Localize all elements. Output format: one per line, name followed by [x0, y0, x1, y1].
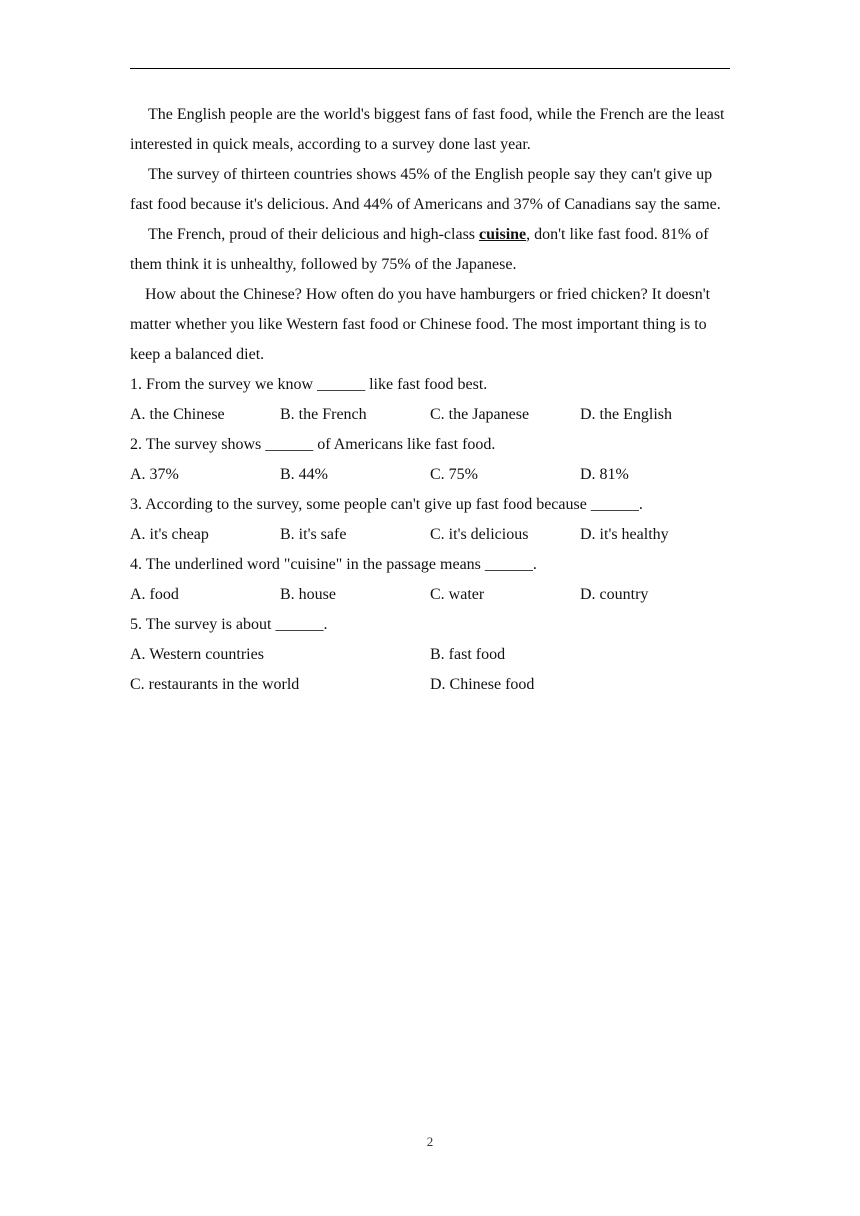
underlined-word-cuisine: cuisine: [479, 226, 527, 243]
question-4-option-d: D. country: [580, 586, 649, 603]
document-body: [130, 100, 730, 700]
question-2-option-a: A. 37%: [130, 466, 179, 483]
header-rule: [130, 68, 730, 69]
question-2-option-b: B. 44%: [280, 466, 328, 483]
question-5-options-row-1: [130, 640, 730, 670]
question-2-option-c: C. 75%: [430, 466, 478, 483]
question-2-stem: 2. The survey shows ______ of Americans like fast food.: [130, 436, 496, 453]
question-5-option-b: B. fast food: [430, 646, 506, 663]
question-4-option-c: C. water: [430, 586, 485, 603]
question-4-option-a: A. food: [130, 586, 179, 603]
question-1-option-a: A. the Chinese: [130, 406, 225, 423]
question-3-option-b: B. it's safe: [280, 526, 347, 543]
question-4-options: [130, 580, 730, 610]
passage-paragraph-2: The survey of thirteen countries shows 45% of the English people say they can't give up fast food because it's delicious. And 44% of Americans and 37% of Canadians say the same.: [130, 166, 721, 213]
question-1-options: [130, 400, 730, 430]
question-2-option-d: D. 81%: [580, 466, 629, 483]
passage-paragraph-3-start: The French, proud of their delicious and high-class: [148, 226, 480, 243]
question-3-options: [130, 520, 730, 550]
passage-paragraph-3-end: , don't like fast food. 81% of them think it is unhealthy, followed by 75% of the Japanese.: [130, 226, 709, 273]
question-4-stem: 4. The underlined word "cuisine" in the passage means ______.: [130, 556, 537, 573]
question-1-option-c: C. the Japanese: [430, 406, 530, 423]
question-3-stem: 3. According to the survey, some people can't give up fast food because ______.: [130, 496, 643, 513]
question-1-option-b: B. the French: [280, 406, 367, 423]
question-3-option-d: D. it's healthy: [580, 526, 669, 543]
question-1-option-d: D. the English: [580, 406, 672, 423]
passage-paragraph-3: [130, 220, 730, 280]
question-3-option-a: A. it's cheap: [130, 526, 209, 543]
question-5-option-d: D. Chinese food: [430, 676, 535, 693]
passage-paragraph-1: The English people are the world's biggest fans of fast food, while the French are the least interested in quick meals, according to a survey done last year.: [130, 106, 725, 153]
question-3-option-c: C. it's delicious: [430, 526, 529, 543]
question-5-option-c: C. restaurants in the world: [130, 676, 300, 693]
page-number: 2: [426, 1134, 434, 1149]
question-2-options: [130, 460, 730, 490]
passage-paragraph-4: How about the Chinese? How often do you have hamburgers or fried chicken? It doesn't matter whether you like Western fast food or Chinese food. The most important thing is to keep a balanced diet.: [130, 286, 711, 363]
question-4-option-b: B. house: [280, 586, 336, 603]
question-5-stem: 5. The survey is about ______.: [130, 616, 328, 633]
question-5-option-a: A. Western countries: [130, 646, 264, 663]
question-1-stem: 1. From the survey we know ______ like fast food best.: [130, 376, 488, 393]
question-5-options-row-2: [130, 670, 730, 700]
